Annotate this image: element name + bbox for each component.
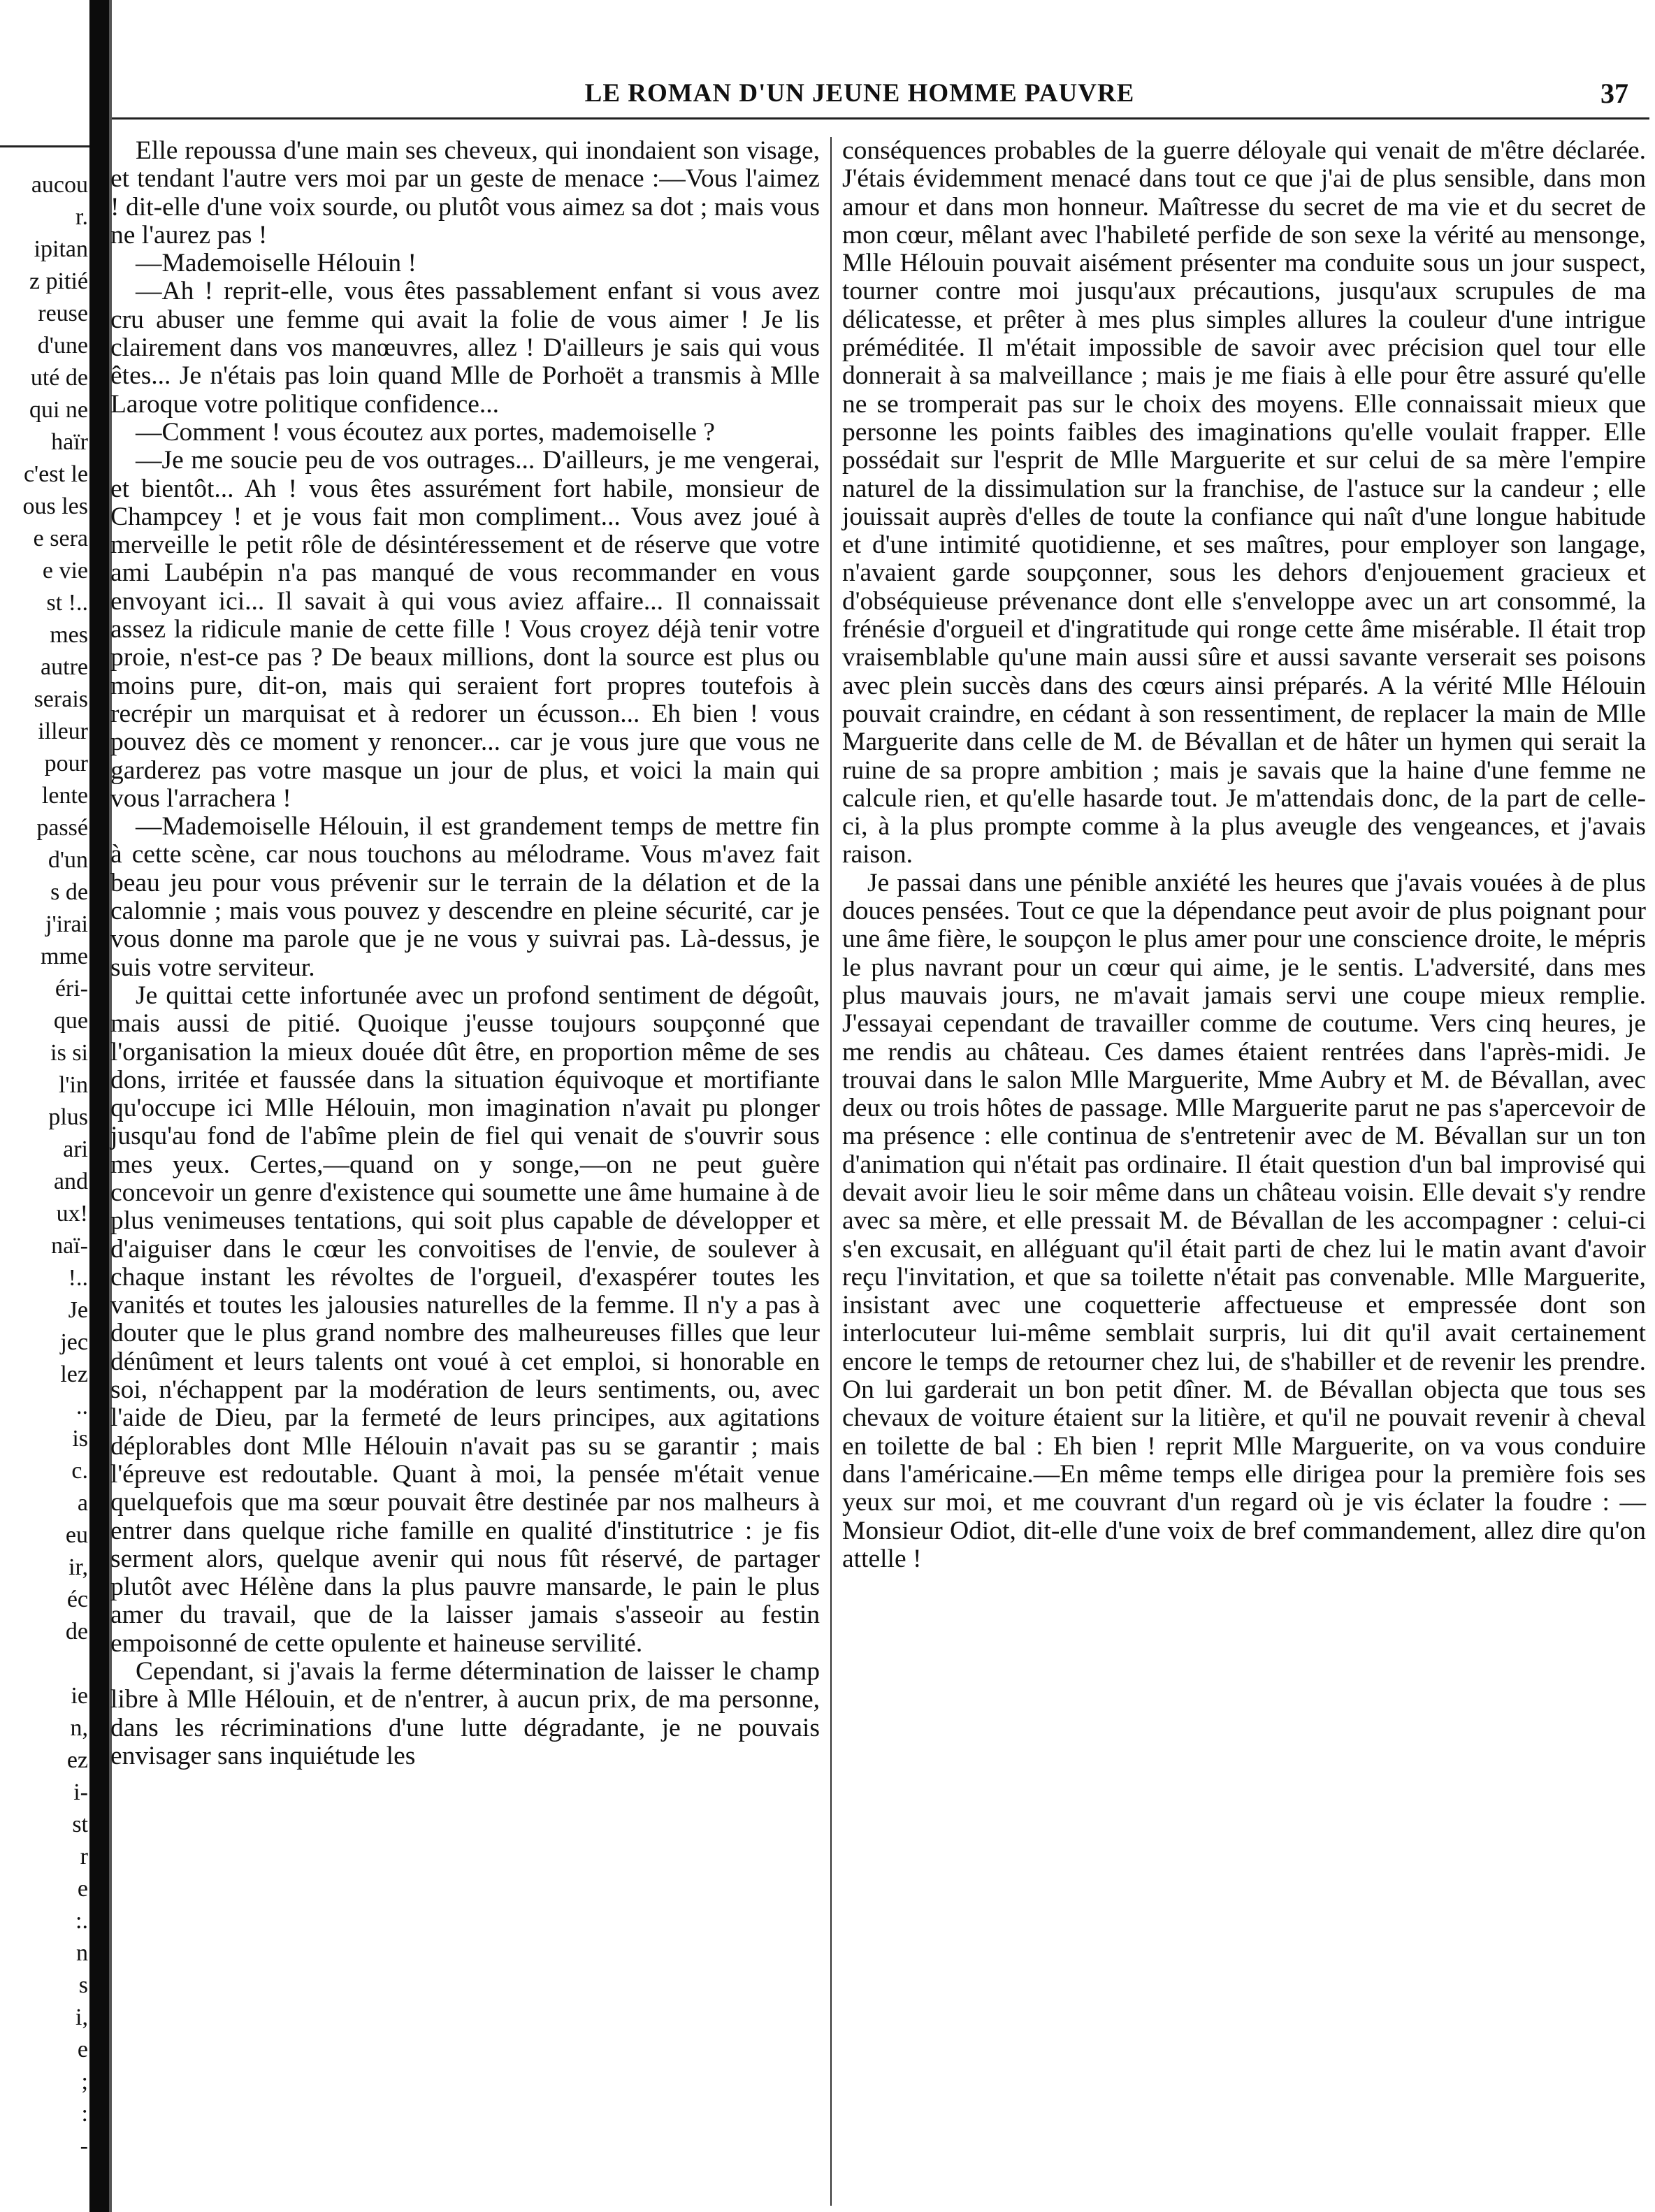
facing-page-fragment: c. [71, 1458, 88, 1484]
paragraph: Je passai dans une pénible anxiété les heures que j'avais vouées à de plus douces pensées. Tout ce que la dépendance peut avoir de plus poignant pour une âme fière, le soupçon le plus amer pour une conscience droite, le mépris le plus navrant pour un cœur qui aime, je le sentis. L'adversité, dans mes plus mauvais jours, ne m'avait jamais servi une coupe mieux remplie. J'essayai cependant de travailler comme de coutume. Vers cinq heures, je me rendis au château. Ces dames étaient rentrées dans l'après-midi. Je trouvai dans le salon Mlle Marguerite, Mme Aubry et M. de Bévallan, avec deux ou trois hôtes de passage. Mlle Marguerite parut ne pas s'apercevoir de ma présence : elle continua de s'entretenir avec de M. Bévallan sur un ton d'animation qui n'était pas ordinaire. Il était question d'un bal improvisé qui devait avoir lieu le soir même dans un château voisin. Elle devait s'y rendre avec sa mère, et elle pressait M. de Bévallan de les accompagner : celui-ci s'en excusait, en alléguant qu'il était parti de chez lui le matin avant d'avoir reçu l'invitation, et que sa toilette n'était pas convenable. Mlle Marguerite, insistant avec une coquetterie affectueuse et empressée dont son interlocuteur lui-même semblait surpris, lui dit qu'il avait certainement encore le temps de retourner chez lui, de s'habiller et de revenir les prendre. On lui garderait un bon petit dîner. M. de Bévallan objecta que tous ses chevaux de voiture étaient sur la litière, et qu'il ne pouvait revenir à cheval en toilette de bal : Eh bien ! reprit Mlle Marguerite, on va vous conduire dans l'américaine.—En même temps elle dirigea pour la première fois ses yeux sur moi, et me couvrant d'un regard où je vis éclater la foudre : —Monsieur Odiot, dit-elle d'une voix de bref commandement, allez dire qu'on attelle ! [842, 868, 1646, 1573]
facing-page-fragment: eu [65, 1522, 88, 1548]
facing-page-fragment: de [65, 1619, 88, 1644]
facing-page-fragment: l'in [58, 1072, 88, 1098]
facing-page-fragment: .. [76, 1394, 88, 1419]
facing-page-fragment: ; [81, 2069, 88, 2095]
facing-page-fragment: naï- [51, 1233, 88, 1259]
facing-page-fragment: st [72, 1812, 88, 1837]
facing-page-fragment: a [77, 1490, 88, 1516]
facing-page-fragment: que [53, 1008, 88, 1034]
page-number: 37 [1600, 78, 1628, 109]
facing-page-fragment: c'est le [23, 461, 88, 487]
column-divider [830, 137, 832, 2206]
facing-page-fragment: uté de [30, 365, 88, 391]
facing-page-fragment: is [72, 1426, 88, 1452]
facing-page-fragment: plus [48, 1104, 88, 1130]
facing-page-fragment: st !.. [46, 590, 88, 616]
book-spine [89, 0, 109, 2212]
facing-page-fragment: pour [44, 751, 88, 776]
facing-page-fragment: e [77, 1876, 88, 1902]
facing-page-fragments [0, 173, 89, 2200]
facing-page-fragment: :. [75, 1908, 88, 1934]
paragraph: Cependant, si j'avais la ferme détermination de laisser le champ libre à Mlle Hélouin, et de n'entrer, à aucun prix, de ma personne, dans les récriminations d'une lutte dégradante, je ne pouvais envisager sans inquiétude les [110, 1657, 820, 1770]
facing-page-fragment: qui ne [29, 397, 88, 423]
facing-page-fragment: s de [50, 879, 88, 905]
facing-page-fragment: illeur [38, 718, 88, 744]
running-title: LE ROMAN D'UN JEUNE HOMME PAUVRE [584, 79, 1135, 108]
facing-page-fragment: n [76, 1940, 88, 1966]
facing-page-fragment: ous les [22, 493, 88, 519]
facing-page-fragment: e [77, 2037, 88, 2062]
facing-page-fragment: !.. [68, 1265, 88, 1291]
paragraph: —Ah ! reprit-elle, vous êtes passablement enfant si vous avez cru abuser une femme qui avait la folie de vous aimer ! Je lis clairement dans vos manœuvres, allez ! D'ailleurs je sais qui vous êtes... Je n'étais pas loin quand Mlle de Porhoët a transmis à Mlle Laroque votre politique confidence... [110, 277, 820, 419]
facing-page-fragment: ez [66, 1747, 88, 1773]
facing-page-fragment: e sera [33, 526, 88, 551]
facing-page-fragment: lez [60, 1361, 88, 1387]
facing-page-fragment: mme [41, 944, 88, 969]
facing-page-fragment: d'un [48, 847, 88, 873]
paragraph: Je quittai cette infortunée avec un profond sentiment de dégoût, mais aussi de pitié. Quoique j'eusse toujours soupçonné que l'organisation la mieux douée dût être, en proportion même de ses dons, irritée et faussée dans la situation équivoque et mortifiante qu'occupe ici Mlle Hélouin, mon imagination n'avait pu plonger jusqu'au fond de l'abîme plein de fiel qui venait de s'ouvrir sous mes yeux. Certes,—quand on y songe,—on ne peut guère concevoir un genre d'existence qui soumette une âme humaine à de plus venimeuses tentations, qui soit plus capable de développer et d'aiguiser dans le cœur les convoitises de l'envie, de soulever à chaque instant les révoltes de l'orgueil, d'exaspérer toutes les vanités et toutes les jalousies naturelles de la femme. Il n'y a pas à douter que le plus grand nombre des malheureuses filles que leur dénûment et leurs talents ont voué à cet emploi, si honorable en soi, n'échappent par la modération de leurs sentiments, ou, avec l'aide de Dieu, par la fermeté de leurs principes, aux agitations déplorables dont Mlle Hélouin n'avait pas su se garantir ; mais l'épreuve est redoutable. Quant à moi, la pensée m'était venue quelquefois que ma sœur pouvait être destinée par nos malheurs à entrer dans quelque riche famille en qualité d'institutrice : je fis serment alors, quelque avenir qui nous fût réservé, de partager plutôt avec Hélène dans la plus pauvre mansarde, le pain le plus amer du travail, que de la laisser jamais s'asseoir au festin empoisonné de cette opulente et haineuse servilité. [110, 981, 820, 1658]
facing-page-fragment: : [81, 2101, 88, 2127]
facing-page-fragment: is si [50, 1040, 88, 1066]
facing-page-fragment: mes [50, 622, 88, 648]
paragraph: —Mademoiselle Hélouin, il est grandement temps de mettre fin à cette scène, car nous touchons au mélodrame. Vous m'avez fait beau jeu pour vous prévenir sur le terrain de la délation et de la calomnie ; mais vous pouvez y descendre en pleine sécurité, car je vous donne ma parole que je ne vous y suivrai pas. Là-dessus, je suis votre serviteur. [110, 812, 820, 982]
facing-page-fragment: haïr [51, 429, 88, 455]
header-rule [112, 117, 1649, 120]
facing-page-fragment: and [53, 1169, 88, 1194]
facing-page-fragment: jec [60, 1329, 88, 1355]
paragraph: conséquences probables de la guerre déloyale qui venait de m'être déclarée. J'étais évidemment menacé dans tout ce que j'ai de plus sensible, dans mon amour et dans mon honneur. Maîtresse du secret de ma vie et du secret de mon cœur, mêlant avec l'habileté perfide de son sexe la vérité au mensonge, Mlle Hélouin pouvait aisément présenter ma conduite sous un jour suspect, tourner contre moi jusqu'aux précautions, jusqu'aux scrupules de ma délicatesse, et prêter à mes plus simples allures la couleur d'une intrigue préméditée. Il m'était impossible de savoir avec précision quel tour elle donnerait à sa malveillance ; mais je me fiais à elle pour être assuré qu'elle ne se tromperait pas sur le choix des moyens. Elle connaissait mieux que personne les points faibles des imaginations qu'elle voulait frapper. Elle possédait sur l'esprit de Mlle Marguerite et sur celui de sa mère l'empire naturel de la dissimulation sur la franchise, de l'astuce sur la candeur ; elle jouissait auprès d'elles de toute la confiance qui naît d'une longue habitude et d'une intimité quotidienne, et ses maîtres, pour employer son langage, n'avaient garde soupçonner, sous les dehors d'enjouement gracieux et d'obséquieuse prévenance dont elle s'enveloppe avec un art consommé, la frénésie d'orgueil et d'ingratitude qui ronge cette âme misérable. Il était trop vraisemblable qu'une main aussi sûre et aussi savante verserait ses poisons avec plein succès dans des cœurs ainsi préparés. A la vérité Mlle Hélouin pouvait craindre, en cédant à son ressentiment, de replacer la main de Mlle Marguerite dans celle de M. de Bévallan et de hâter un hymen qui serait la ruine de sa propre ambition ; mais je savais que la haine d'une femme ne calcule rien, et qu'elle hasarde tout. Je m'attendais donc, de la part de celle-ci, à la plus prompte comme à la plus aveugle des vengeances, et j'avais raison. [842, 136, 1646, 869]
facing-page-fragment: e vie [42, 558, 88, 584]
facing-page-fragment: ux! [56, 1201, 88, 1227]
facing-page-fragment: serais [34, 686, 88, 712]
facing-page-fragment: i- [73, 1779, 88, 1805]
left-text-column [110, 137, 820, 1770]
facing-page-fragment: lente [41, 783, 88, 809]
facing-page-fragment: reuse [38, 301, 88, 326]
facing-page-fragment: n, [70, 1715, 88, 1741]
facing-page-fragment: r. [75, 204, 88, 230]
facing-page-fragment: ipitan [34, 236, 88, 262]
facing-page-fragment: éc [66, 1586, 88, 1612]
facing-page-fragment: z pitié [29, 268, 88, 294]
facing-page-fragment: j'irai [45, 911, 88, 937]
facing-page-rule [0, 145, 89, 147]
facing-page-fragment: Je [68, 1297, 88, 1323]
paragraph: —Comment ! vous écoutez aux portes, mademoiselle ? [136, 417, 715, 447]
facing-page-fragment: aucou [31, 173, 88, 198]
paragraph: Elle repoussa d'une main ses cheveux, qui inondaient son visage, et tendant l'autre vers moi par un geste de menace :—Vous l'aimez ! dit-elle d'une voix sourde, ou plutôt vous aimez sa dot ; mais vous ne l'aurez pas ! [110, 136, 820, 250]
facing-page-fragment: ir, [68, 1554, 88, 1580]
facing-page-fragment: ie [71, 1683, 88, 1709]
facing-page-fragment: éri- [55, 976, 88, 1002]
facing-page-fragment: autre [41, 654, 88, 680]
facing-page-fragment: - [80, 2133, 88, 2159]
facing-page-fragment: passé [36, 815, 88, 841]
facing-page-fragment: r [80, 1844, 88, 1870]
facing-page-fragment: i, [75, 2004, 88, 2030]
facing-page-fragment: s [78, 1972, 88, 1998]
paragraph: —Mademoiselle Hélouin ! [136, 249, 417, 278]
paragraph: —Je me soucie peu de vos outrages... D'ailleurs, je me vengerai, et bientôt... Ah ! vous êtes assurément fort habile, monsieur de Champcey ! et je vous fait mon compliment... Vous avez joué à merveille le petit rôle de désintéressement et de réserve que votre ami Laubépin n'a pas manqué de vous recommander en vous envoyant ici... Il savait à qui vous aviez affaire... Il connaissait assez la ridicule manie de cette fille ! Vous croyez déjà tenir votre proie, n'est-ce pas ? De beaux millions, dont la source est plus ou moins pure, dit-on, mais qui seraient fort propres toutefois à recrépir un marquisat et à redorer un écusson... Eh bien ! vous pouvez dès ce moment y renoncer... car je vous jure que vous ne garderez pas votre masque un jour de plus, et voici la main qui vous l'arrachera ! [110, 446, 820, 813]
facing-page-fragment: ari [63, 1136, 88, 1162]
right-text-column [842, 137, 1646, 1573]
facing-page-fragment: d'une [37, 333, 88, 359]
